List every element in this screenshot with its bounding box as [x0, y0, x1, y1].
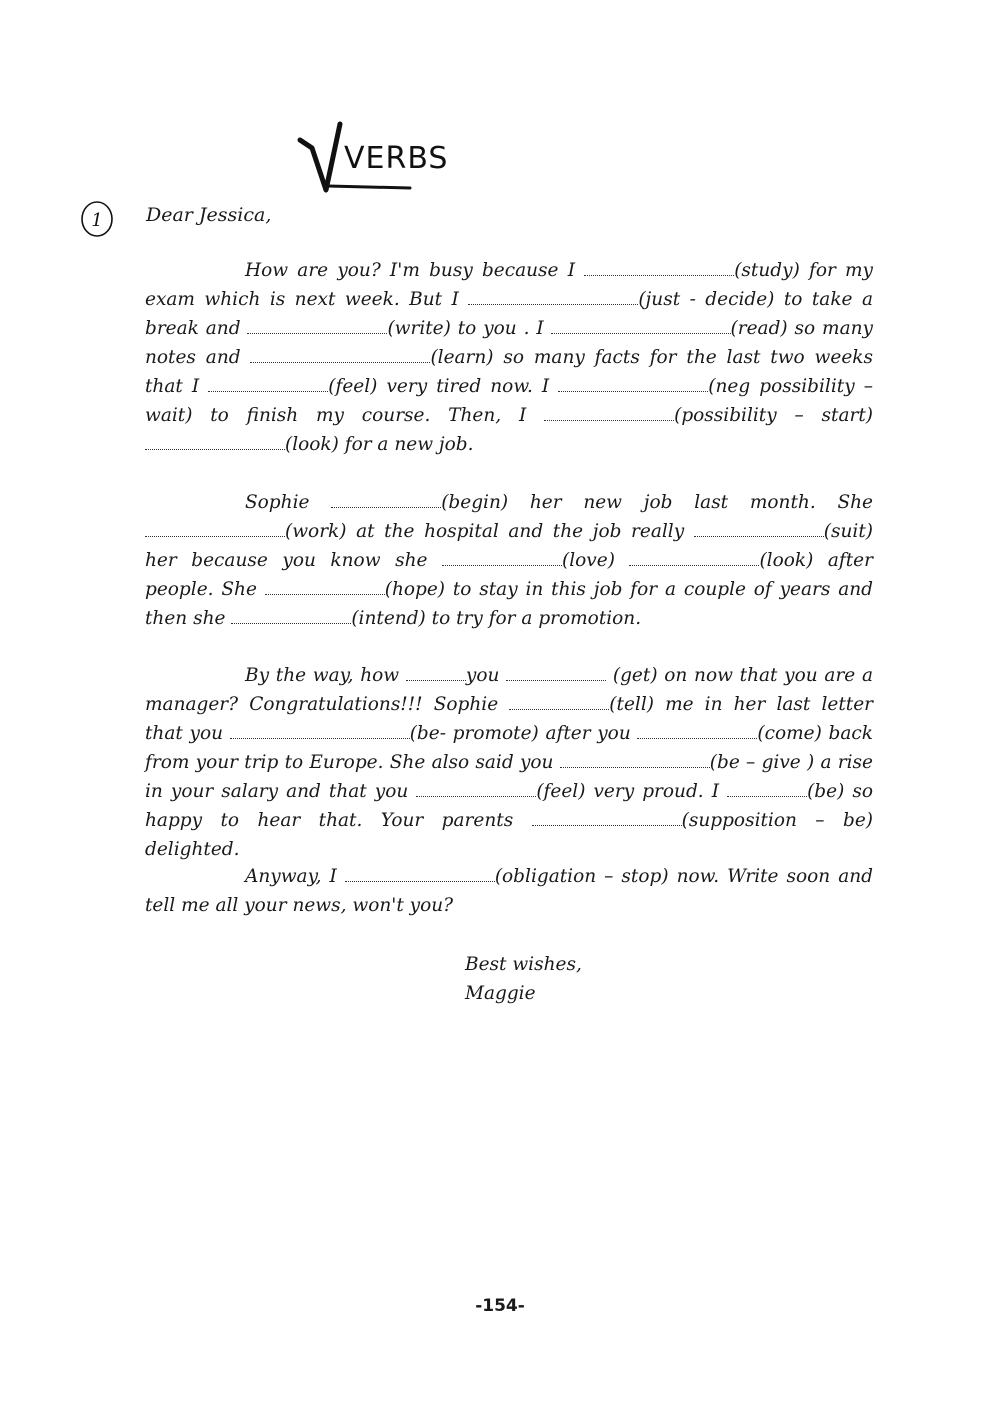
verbs-title-graphic	[292, 118, 462, 198]
answer-blank[interactable]	[468, 290, 638, 305]
answer-blank[interactable]	[145, 522, 285, 537]
answer-blank[interactable]	[584, 261, 734, 276]
p3-text: (be) so happy to hear that. Your parents	[145, 781, 873, 831]
exercise-number-text: 1	[91, 210, 103, 231]
p2-text: (begin) her new job last month. She	[441, 492, 873, 513]
answer-blank[interactable]	[551, 319, 731, 334]
paragraph-4	[145, 862, 873, 920]
p3-text: By the way, how	[245, 665, 400, 686]
signature: Maggie	[465, 983, 536, 1004]
page-number: -154-	[475, 1296, 525, 1316]
answer-blank[interactable]	[247, 319, 387, 334]
answer-blank[interactable]	[509, 695, 609, 710]
p4-text: Anyway, I	[245, 866, 337, 887]
p1-text: (read) so many notes and	[145, 318, 873, 368]
answer-blank[interactable]	[558, 377, 708, 392]
p2-text: (intend) to try for a promotion.	[351, 608, 642, 629]
answer-blank[interactable]	[637, 724, 757, 739]
answer-blank[interactable]	[727, 782, 807, 797]
p3-text: (be – give ) a rise in your salary and that you	[145, 752, 873, 802]
p1-text: (feel) very tired now. I	[328, 376, 550, 397]
answer-blank[interactable]	[331, 493, 441, 508]
answer-blank[interactable]	[230, 724, 410, 739]
title-text: VERBS	[344, 141, 449, 176]
paragraph-3	[145, 661, 873, 864]
answer-blank[interactable]	[416, 782, 536, 797]
paragraph-2	[145, 488, 873, 633]
answer-blank[interactable]	[208, 377, 328, 392]
p3-text: you	[465, 665, 500, 686]
answer-blank[interactable]	[532, 811, 682, 826]
p1-text: (study) for my exam which is next week. But I	[145, 260, 874, 310]
answer-blank[interactable]	[145, 435, 285, 450]
p1-text: How are you? I'm busy because I	[245, 260, 576, 281]
closing-block	[465, 950, 582, 1008]
answer-blank[interactable]	[345, 867, 495, 882]
title-verbs	[292, 118, 462, 198]
p1-text: (just - decide) to take a break and	[145, 289, 873, 339]
p3-text: (be- promote) after you	[409, 723, 631, 744]
greeting: Dear Jessica,	[146, 204, 272, 226]
p4-text: (obligation – stop) now. Write soon and tell me all your news, won't you?	[145, 866, 873, 916]
p1-text: (look) for a new job.	[285, 434, 474, 455]
answer-blank[interactable]	[560, 753, 710, 768]
answer-blank[interactable]	[506, 666, 606, 681]
p3-text: (feel) very proud. I	[536, 781, 720, 802]
answer-blank[interactable]	[265, 580, 385, 595]
p2-text: (look) after people. She	[145, 550, 873, 600]
p3-text: (come) back from your trip to Europe. She also said you	[145, 723, 873, 773]
p1-text: (write) to you . I	[387, 318, 544, 339]
closing: Best wishes,	[465, 954, 582, 975]
p1-text: (learn) so many facts for the last two weeks that I	[145, 347, 873, 397]
answer-blank[interactable]	[694, 522, 824, 537]
p2-text: Sophie	[245, 492, 310, 513]
p2-text: (suit) her because you know she	[145, 521, 873, 571]
p3-text: (get) on now that you are a manager? Congratulations!!! Sophie	[145, 665, 873, 715]
answer-blank[interactable]	[629, 551, 759, 566]
answer-blank[interactable]	[231, 609, 351, 624]
p1-text: (neg possibility – wait) to finish my course. Then, I	[145, 376, 873, 426]
paragraph-1	[145, 256, 873, 459]
p2-text: (work) at the hospital and the job really	[285, 521, 685, 542]
answer-blank[interactable]	[406, 666, 466, 681]
p3-text: (supposition – be) delighted.	[145, 810, 873, 860]
exercise-number	[80, 200, 114, 238]
p2-text: (hope) to stay in this job for a couple of years and then she	[145, 579, 873, 629]
p3-text: (tell) me in her last letter that you	[145, 694, 873, 744]
answer-blank[interactable]	[442, 551, 562, 566]
answer-blank[interactable]	[544, 406, 674, 421]
p1-text: (possibility – start)	[674, 405, 874, 426]
p2-text: (love)	[562, 550, 615, 571]
answer-blank[interactable]	[250, 348, 430, 363]
